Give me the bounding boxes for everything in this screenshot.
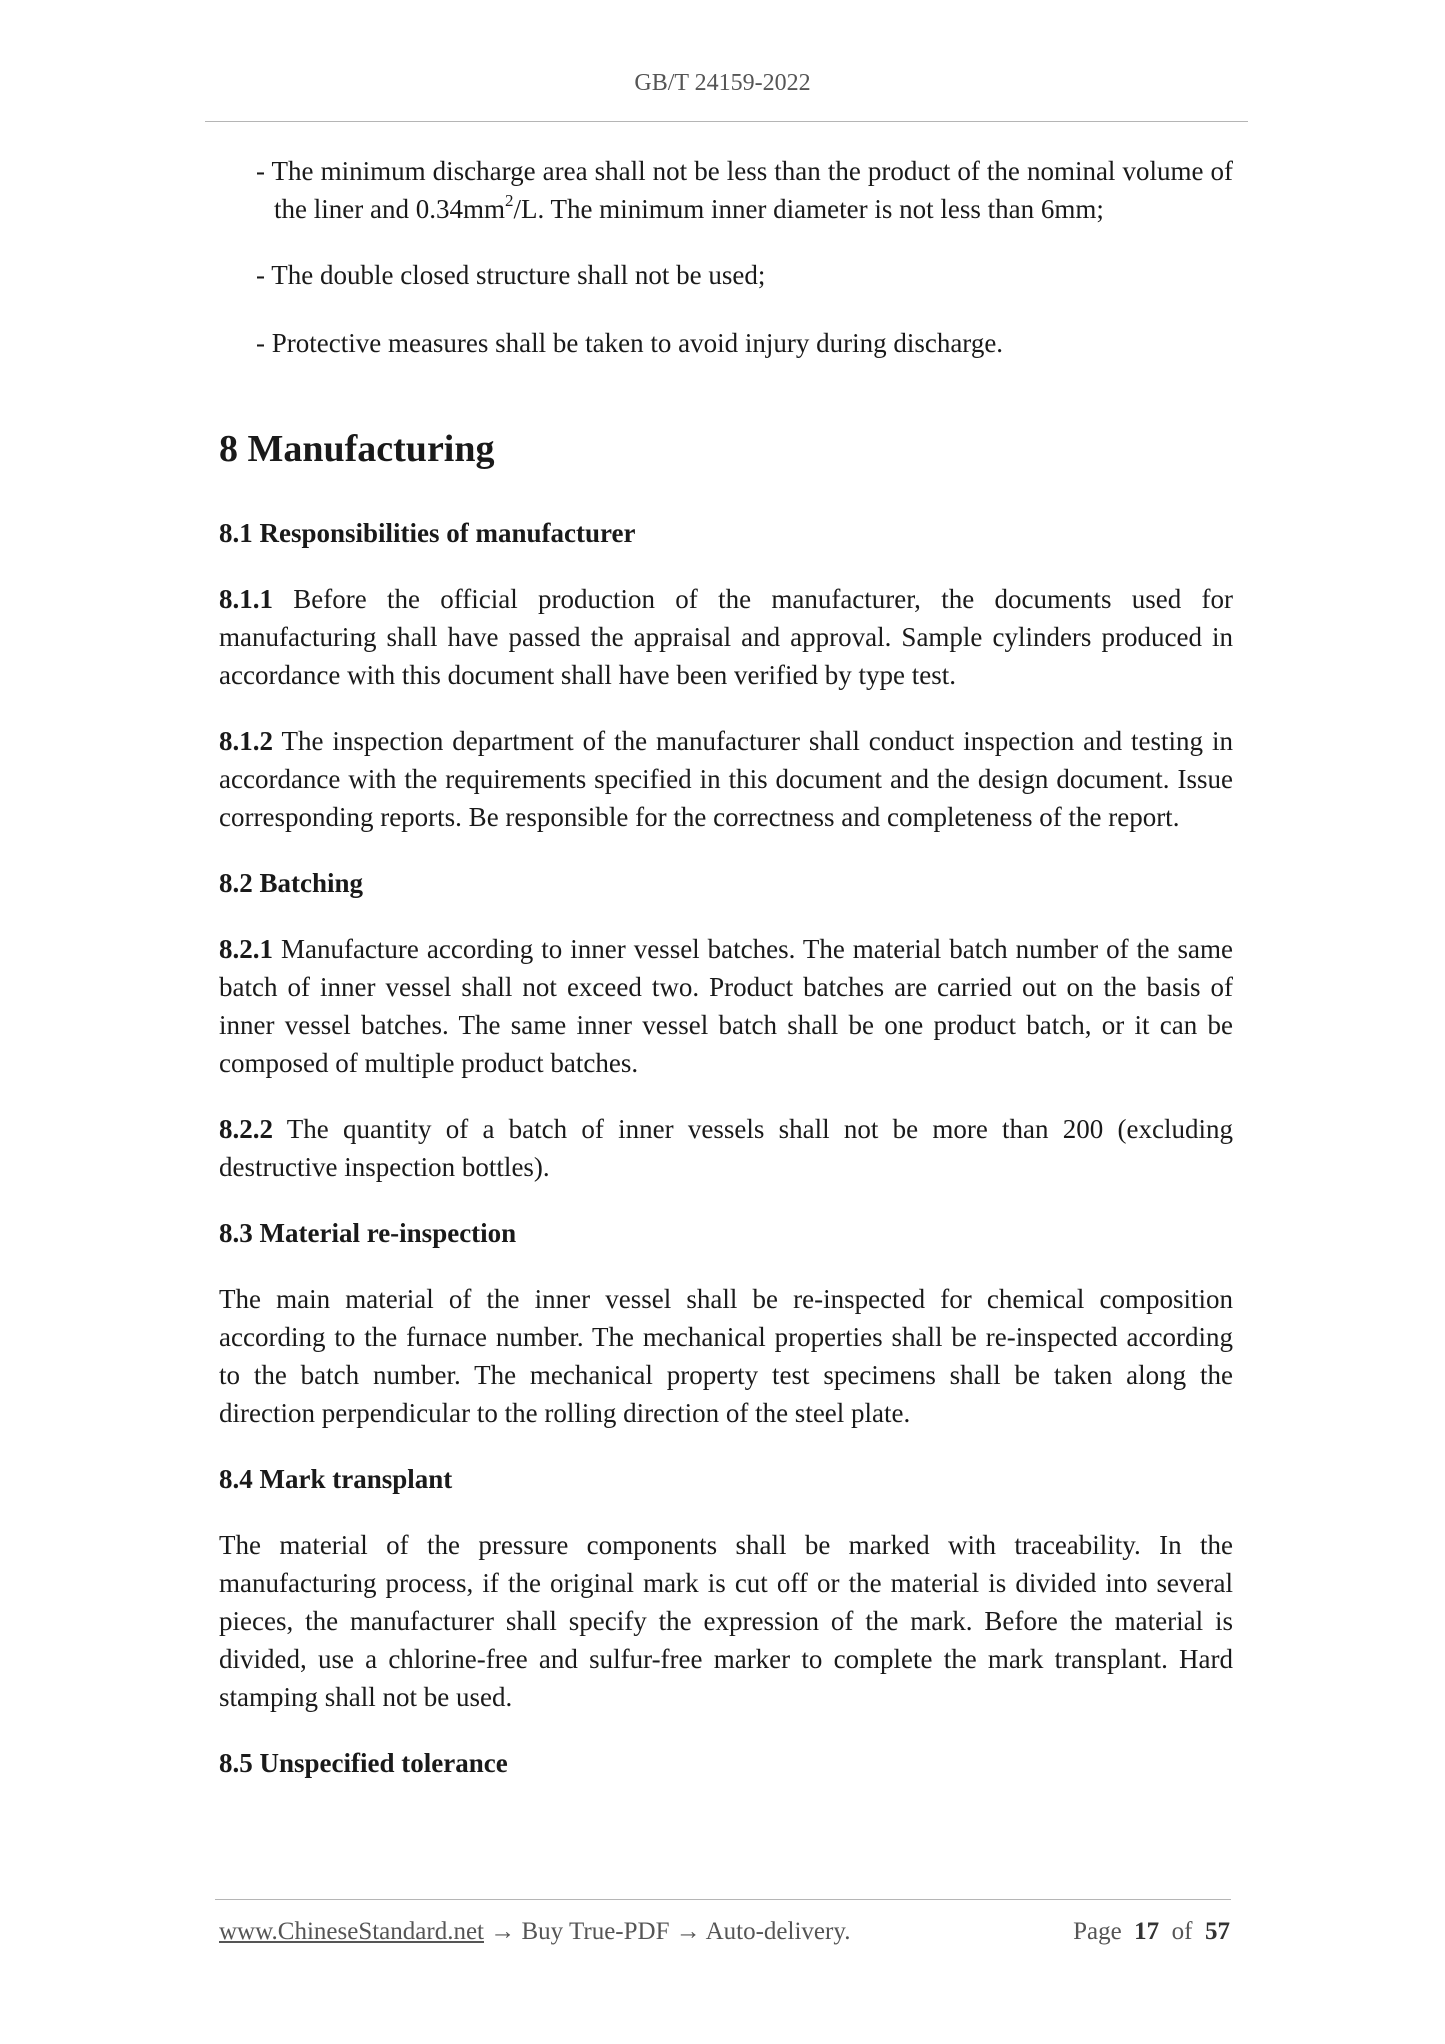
header-divider [205, 121, 1248, 122]
clause-number: 8.1.1 [219, 584, 273, 614]
superscript: 2 [504, 191, 514, 210]
clause-text: The quantity of a batch of inner vessels shall not be more than 200 (excluding destructive inspection bottles). [219, 1114, 1233, 1182]
bullet-protective-measures: - Protective measures shall be taken to avoid injury during discharge. [256, 328, 1004, 358]
clause-text: Manufacture according to inner vessel batches. The material batch number of the same batch of inner vessel shall not exceed two. Product batches are carried out on the basis of inner vessel batches. The same inner vessel batch shall be one product batch, or it can be composed of multiple product batches. [219, 934, 1233, 1078]
paragraph-8-2-1 [219, 930, 1233, 1082]
document-body [219, 152, 1233, 1782]
page-current: 17 [1134, 1918, 1160, 1945]
paragraph-8-3: The main material of the inner vessel shall be re-inspected for chemical composition according to the furnace number. The mechanical properties shall be re-inspected according to the batch number. The mechanical property test specimens shall be taken along the direction perpendicular to the rolling direction of the steel plate. [219, 1284, 1233, 1428]
bullet-double-closed: - The double closed structure shall not be used; [256, 260, 766, 290]
paragraph-8-1-1 [219, 580, 1233, 694]
of-label: of [1171, 1918, 1193, 1945]
section-heading-8-1: 8.1 Responsibilities of manufacturer [219, 518, 636, 548]
chapter-title: 8 Manufacturing [219, 428, 495, 470]
arrow-icon: → [484, 1918, 522, 1945]
page-header-title: GB/T 24159-2022 [634, 70, 811, 96]
section-heading-8-3: 8.3 Material re-inspection [219, 1218, 517, 1248]
section-heading-8-5: 8.5 Unspecified tolerance [219, 1748, 508, 1778]
page-label: Page [1073, 1918, 1122, 1945]
footer-divider [215, 1899, 1231, 1900]
clause-text: The inspection department of the manufacturer shall conduct inspection and testing in accordance with the requirements specified in this document and the design document. Issue corresponding reports. Be responsible for the correctness and completeness of the report. [219, 726, 1233, 832]
arrow-icon: → [669, 1918, 706, 1945]
clause-number: 8.2.2 [219, 1114, 273, 1144]
paragraph-8-2-2 [219, 1110, 1233, 1186]
footer-promo [219, 1918, 850, 1946]
paragraph-8-1-2 [219, 722, 1233, 836]
bullet-discharge-area [219, 152, 1233, 228]
page-indicator [1073, 1918, 1230, 1946]
buy-text: Buy True-PDF [521, 1918, 670, 1945]
section-heading-8-4: 8.4 Mark transplant [219, 1464, 453, 1494]
clause-number: 8.2.1 [219, 934, 273, 964]
bullet-text-cont: /L. The minimum inner diameter is not less than 6mm; [513, 194, 1104, 224]
delivery-text: Auto-delivery. [705, 1918, 851, 1945]
bullet-text: - The minimum discharge area shall not be less than the product of the nominal volume of the liner and 0.34mm [256, 156, 1233, 224]
website-link[interactable]: www.ChineseStandard.net [219, 1918, 484, 1945]
paragraph-8-4: The material of the pressure components shall be marked with traceability. In the manufacturing process, if the original mark is cut off or the material is divided into several pieces, the manufacturer shall specify the expression of the mark. Before the material is divided, use a chlorine-free and sulfur-free marker to complete the mark transplant. Hard stamping shall not be used. [219, 1530, 1233, 1712]
clause-number: 8.1.2 [219, 726, 273, 756]
section-heading-8-2: 8.2 Batching [219, 868, 364, 898]
page-total: 57 [1205, 1918, 1230, 1945]
clause-text: Before the official production of the manufacturer, the documents used for manufacturing shall have passed the appraisal and approval. Sample cylinders produced in accordance with this document shall have been verified by type test. [219, 584, 1233, 690]
